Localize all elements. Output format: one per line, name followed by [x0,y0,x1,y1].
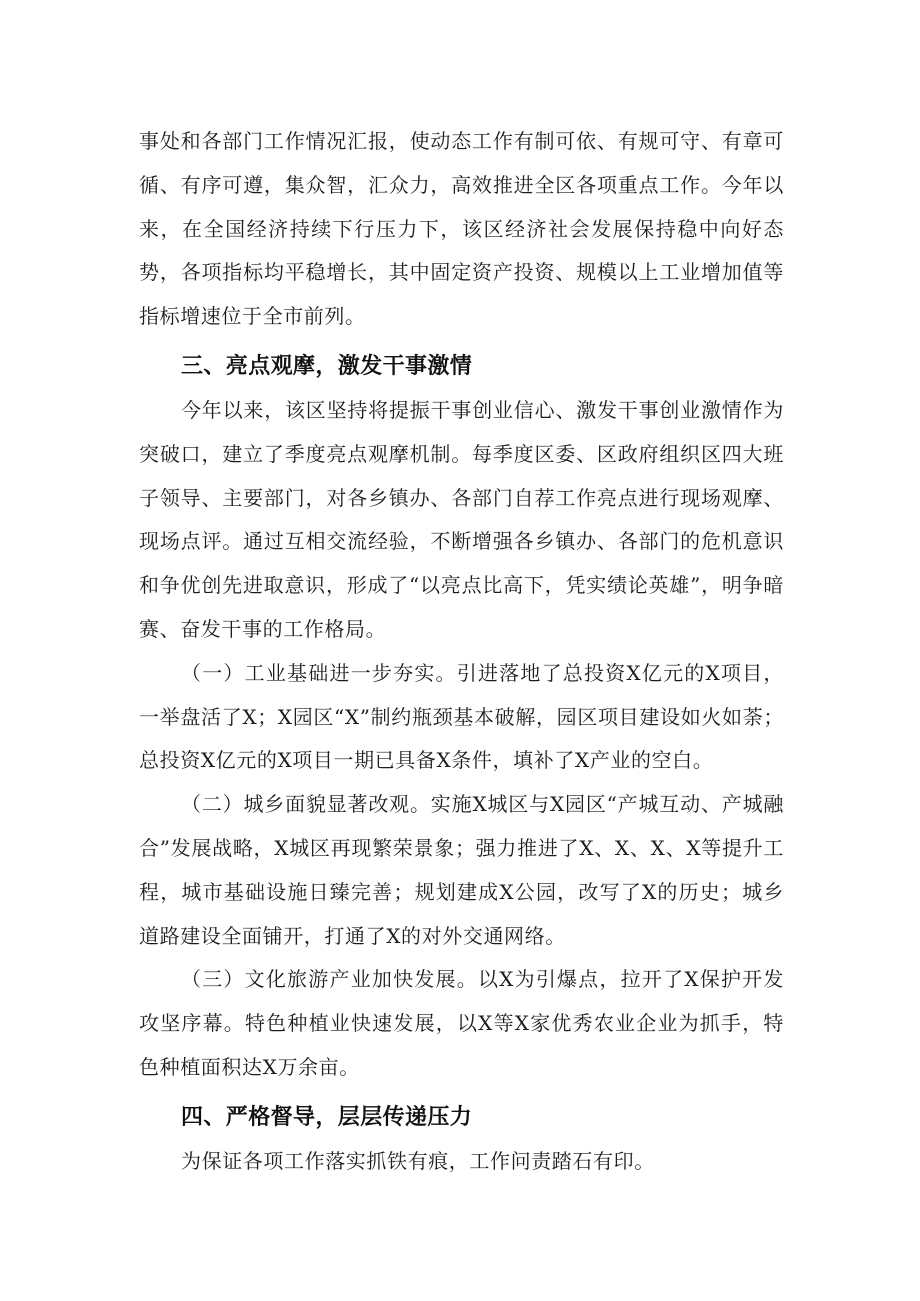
paragraph-supervision: 为保证各项工作落实抓铁有痕，工作问责踏石有印。 [181,1148,655,1173]
paragraph-highlight-intro: 今年以来，该区坚持将提振干事创业信心、激发干事创业激情作为突破口，建立了季度亮点观摩机制。每季度区委、区政府组织区四大班子领导、主要部门，对各乡镇办、各部门自荐工作亮点进行现场观摩、现场点评。通过互相交流经验，不断增强各乡镇办、各部门的危机意识和争优创先进取意识，形成了“以亮点比高下，凭实绩论英雄”，明争暗赛、奋发干事的工作格局。 [139,398,784,641]
paragraph-industry: （一）工业基础进一步夯实。引进落地了总投资X亿元的X项目，一举盘活了X；X园区“X”制约瓶颈基本破解，园区项目建设如火如荼；总投资X亿元的X项目一期已具备X条件，填补了X产业的空白。 [139,660,784,773]
document-body [139,120,784,1184]
section-heading-3: 三、亮点观摩，激发干事激情 [181,354,473,379]
paragraph-culture-tourism: （三）文化旅游产业加快发展。以X为引爆点，拉开了X保护开发攻坚序幕。特色种植业快速发展，以X等X家优秀农业企业为抓手，特色种植面积达X万余亩。 [139,967,784,1079]
paragraph-continuation: 事处和各部门工作情况汇报，使动态工作有制可依、有规可守、有章可循、有序可遵，集众智，汇众力，高效推进全区各项重点工作。今年以来，在全国经济持续下行压力下，该区经济社会发展保持稳中向好态势，各项指标均平稳增长，其中固定资产投资、规模以上工业增加值等指标增速位于全市前列。 [139,129,784,329]
section-heading-4: 四、严格督导，层层传递压力 [181,1104,473,1130]
paragraph-urban-rural: （二）城乡面貌显著改观。实施X城区与X园区“产城互动、产城融合”发展战略，X城区再现繁荣景象；强力推进了X、X、X、X等提升工程，城市基础设施日臻完善；规划建成X公园，改写了X的历史；城乡道路建设全面铺开，打通了X的对外交通网络。 [139,792,784,948]
